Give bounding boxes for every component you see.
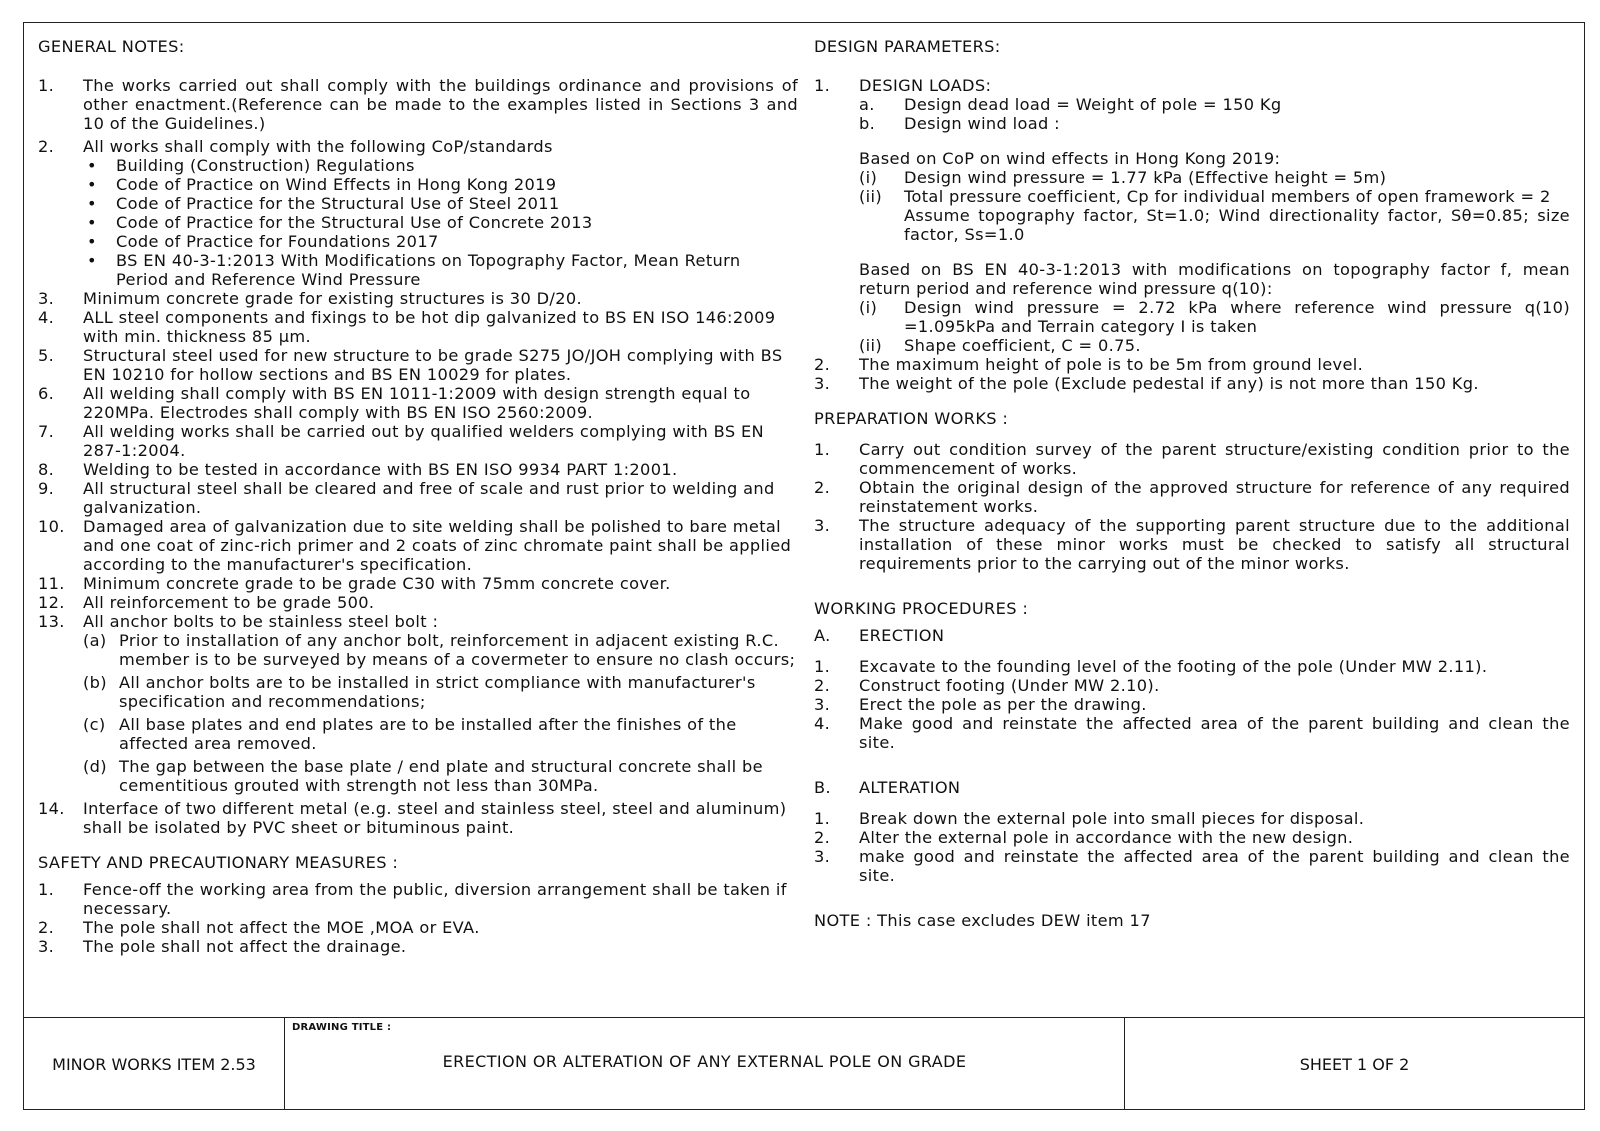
item-text: The pole shall not affect the MOE ,MOA or EVA. [83,918,480,937]
note-text: All anchor bolts to be stainless steel bolt : [83,612,439,631]
sub-label: b. [859,114,876,133]
safety-item [38,937,798,956]
step-text: make good and reinstate the affected area of the parent building and clean the site. [859,847,1570,885]
step-number: 4. [814,714,831,733]
working-procedures-heading: WORKING PROCEDURES : [814,599,1029,618]
note-number: 6. [38,384,55,403]
sub-label: (i) [859,298,878,317]
exclusion-note: NOTE : This case excludes DEW item 17 [814,911,1151,930]
general-note-8 [38,460,798,479]
anchor-bolt-subnote [38,715,798,753]
note-text: Minimum concrete grade for existing structures is 30 D/20. [83,289,582,308]
anchor-bolt-subnote [38,631,798,669]
standard-bullet: • Code of Practice for the Structural Use of Concrete 2013 [38,213,798,232]
cop-wind-pressure [814,168,1570,187]
item-text: Obtain the original design of the approved structure for reference of any required reinstatement works. [859,478,1570,516]
sub-text: Design wind pressure = 2.72 kPa where reference wind pressure q(10) =1.095kPa and Terrain category I is taken [904,298,1570,336]
minor-works-item: MINOR WORKS ITEM 2.53 [52,1054,256,1074]
dead-load-line [814,95,1570,114]
alteration-step [814,828,1570,847]
step-number: 1. [814,657,831,676]
note-text: The works carried out shall comply with the buildings ordinance and provisions of other enactment.(Reference can be made to the examples listed in Sections 3 and 10 of the Guidelines.) [83,76,798,133]
general-note-4 [38,308,798,346]
drawing-title-caption: DRAWING TITLE : [292,1022,392,1033]
item-number: 2. [38,918,55,937]
item-number: 1. [814,76,831,95]
item-text: Fence-off the working area from the public, diversion arrangement shall be taken if necessary. [83,880,787,918]
step-number: 2. [814,676,831,695]
note-number: 13. [38,612,65,631]
sub-text: Design wind pressure = 1.77 kPa (Effective height = 5m) [904,168,1387,187]
subnote-text: All anchor bolts are to be installed in strict compliance with manufacturer's specification and recommendations; [119,673,756,711]
general-note-9 [38,479,798,517]
sub-text: Design dead load = Weight of pole = 150 Kg [904,95,1282,114]
note-text: All reinforcement to be grade 500. [83,593,375,612]
note-text: Welding to be tested in accordance with BS EN ISO 9934 PART 1:2001. [83,460,678,479]
section-title: ALTERATION [859,778,961,797]
section-letter: B. [814,778,831,797]
sheet-number-cell [1125,1018,1584,1110]
wind-load-line [814,114,1570,133]
subnote-text: Prior to installation of any anchor bolt, reinforcement in adjacent existing R.C. member is to be surveyed by means of a covermeter to ensure no clash occurs; [119,631,796,669]
anchor-bolt-subnote [38,757,798,795]
note-text: ALL steel components and fixings to be hot dip galvanized to BS EN ISO 146:2009 with min. thickness 85 μm. [83,308,776,346]
erection-step [814,676,1570,695]
design-item-2 [814,355,1570,374]
erection-heading [814,626,1570,645]
erection-step [814,657,1570,676]
standard-bullet: • Code of Practice for Foundations 2017 [38,232,798,251]
anchor-bolt-subnote [38,673,798,711]
note-number: 1. [38,76,55,95]
step-text: Alter the external pole in accordance with the new design. [859,828,1354,847]
bs-shape-coefficient [814,336,1570,355]
subnote-text: The gap between the base plate / end plate and structural concrete shall be cementitious grouted with strength not less than 30MPa. [119,757,763,795]
design-parameters-heading: DESIGN PARAMETERS: [814,37,1001,56]
sub-text: Shape coefficient, C = 0.75. [904,336,1141,355]
note-number: 9. [38,479,55,498]
standard-bullet: • Code of Practice on Wind Effects in Hong Kong 2019 [38,175,798,194]
item-number: 3. [814,516,831,535]
drawing-title-cell [285,1018,1125,1110]
note-number: 4. [38,308,55,327]
item-number: 1. [814,440,831,459]
bs-intro: Based on BS EN 40-3-1:2013 with modifications on topography factor f, mean return period and reference wind pressure q(10): [859,260,1570,298]
note-text: All welding shall comply with BS EN 1011-1:2009 with design strength equal to 220MPa. Electrodes shall comply with BS EN ISO 2560:2009. [83,384,751,422]
note-text: Interface of two different metal (e.g. steel and stainless steel, steel and aluminum) shall be isolated by PVC sheet or bituminous paint. [83,799,787,837]
subnote-label: (b) [83,673,107,692]
sub-label: (ii) [859,187,883,206]
note-text: Damaged area of galvanization due to site welding shall be polished to bare metal and one coat of zinc-rich primer and 2 coats of zinc chromate paint shall be applied according to the manufacturer's specification. [83,517,792,574]
step-text: Construct footing (Under MW 2.10). [859,676,1160,695]
general-note-3 [38,289,798,308]
section-title: ERECTION [859,626,945,645]
standard-bullet: • Code of Practice for the Structural Use of Steel 2011 [38,194,798,213]
cop-intro: Based on CoP on wind effects in Hong Kong 2019: [859,149,1281,168]
step-text: Erect the pole as per the drawing. [859,695,1147,714]
note-text: Minimum concrete grade to be grade C30 with 75mm concrete cover. [83,574,671,593]
note-text: All welding works shall be carried out by qualified welders complying with BS EN 287-1:2004. [83,422,764,460]
alteration-heading [814,778,1570,797]
note-number: 10. [38,517,65,536]
step-number: 1. [814,809,831,828]
minor-works-item-cell [24,1018,285,1110]
note-number: 11. [38,574,65,593]
note-number: 7. [38,422,55,441]
general-note-10 [38,517,798,574]
left-column [38,37,798,956]
item-text: The structure adequacy of the supporting parent structure due to the additional installation of these minor works must be checked to satisfy all structural requirements prior to the carrying out of the minor works. [859,516,1570,573]
safety-item [38,918,798,937]
step-number: 2. [814,828,831,847]
step-text: Excavate to the founding level of the footing of the pole (Under MW 2.11). [859,657,1488,676]
general-note-7 [38,422,798,460]
cop-pressure-coefficient [814,187,1570,206]
safety-item [38,880,798,918]
general-note-6 [38,384,798,422]
item-number: 1. [38,880,55,899]
step-number: 3. [814,847,831,866]
cop-assumptions: Assume topography factor, St=1.0; Wind directionality factor, Sθ=0.85; size factor, Ss=1.0 [904,206,1570,244]
note-number: 5. [38,346,55,365]
note-number: 8. [38,460,55,479]
item-number: 2. [814,478,831,497]
sub-label: (ii) [859,336,883,355]
item-text: The weight of the pole (Exclude pedestal if any) is not more than 150 Kg. [859,374,1479,393]
general-note-12 [38,593,798,612]
sheet-number: SHEET 1 OF 2 [1299,1054,1410,1074]
drawing-frame [23,22,1585,1110]
step-number: 3. [814,695,831,714]
subnote-label: (c) [83,715,106,734]
bs-wind-pressure [814,298,1570,336]
subnote-label: (d) [83,757,107,776]
subnote-label: (a) [83,631,107,650]
erection-step [814,714,1570,752]
drawing-title: ERECTION OR ALTERATION OF ANY EXTERNAL POLE ON GRADE [442,1052,967,1071]
item-text: Carry out condition survey of the parent structure/existing condition prior to the commencement of works. [859,440,1570,478]
preparation-item [814,516,1570,573]
note-number: 14. [38,799,65,818]
item-number: 3. [814,374,831,393]
sub-label: a. [859,95,875,114]
note-number: 3. [38,289,55,308]
item-text: DESIGN LOADS: [859,76,992,95]
standard-bullet: • BS EN 40-3-1:2013 With Modifications on Topography Factor, Mean Return Period and Reference Wind Pressure [38,251,798,289]
item-number: 3. [38,937,55,956]
alteration-step [814,809,1570,828]
general-note-1 [38,76,798,133]
item-number: 2. [814,355,831,374]
step-text: Break down the external pole into small pieces for disposal. [859,809,1365,828]
note-text: Structural steel used for new structure to be grade S275 JO/JOH complying with BS EN 10210 for hollow sections and BS EN 10029 for plates. [83,346,783,384]
note-number: 2. [38,137,55,156]
sub-text: Design wind load : [904,114,1060,133]
item-text: The pole shall not affect the drainage. [83,937,407,956]
preparation-item [814,478,1570,516]
general-note-14 [38,799,798,837]
general-notes-heading: GENERAL NOTES: [38,37,185,56]
sub-label: (i) [859,168,878,187]
note-number: 12. [38,593,65,612]
general-note-13 [38,612,798,631]
erection-step [814,695,1570,714]
design-loads-item [814,76,1570,95]
general-note-5 [38,346,798,384]
sub-text: Total pressure coefficient, Cp for individual members of open framework = 2 [904,187,1551,206]
note-text: All works shall comply with the following CoP/standards [83,137,553,156]
item-text: The maximum height of pole is to be 5m from ground level. [859,355,1364,374]
preparation-heading: PREPARATION WORKS : [814,409,1009,428]
title-block [24,1017,1584,1110]
safety-heading: SAFETY AND PRECAUTIONARY MEASURES : [38,853,399,872]
alteration-step [814,847,1570,885]
right-column [814,37,1570,930]
subnote-text: All base plates and end plates are to be installed after the finishes of the affected area removed. [119,715,737,753]
standard-bullet: • Building (Construction) Regulations [38,156,798,175]
general-note-11 [38,574,798,593]
preparation-item [814,440,1570,478]
general-note-2 [38,137,798,156]
note-text: All structural steel shall be cleared and free of scale and rust prior to welding and galvanization. [83,479,775,517]
design-item-3 [814,374,1570,393]
section-letter: A. [814,626,831,645]
step-text: Make good and reinstate the affected area of the parent building and clean the site. [859,714,1570,752]
